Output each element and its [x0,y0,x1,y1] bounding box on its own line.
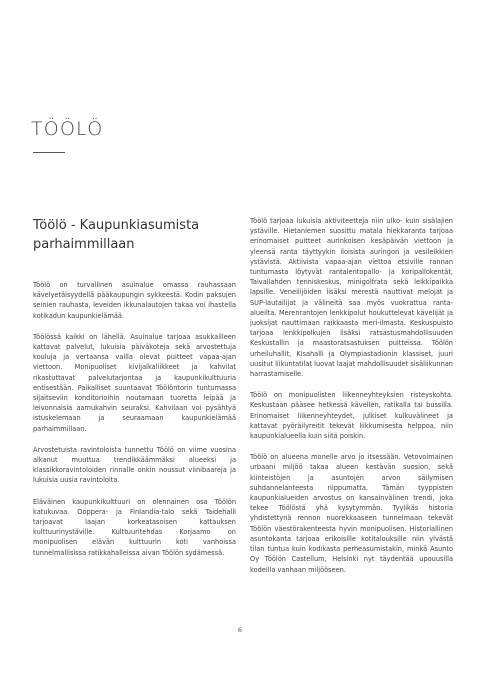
title-underline [33,152,65,153]
article-heading: Töölö - Kaupunkiasumista parhaimmillaan [33,218,200,252]
right-paragraph-2: Töölö on monipuolisten liikenneyhteyksien risteyskohta. Keskustaan pääsee hetkessä kävellen, ratikalla tai bussilla. Erinomaiset liikenneyhteydet, julkiset kulkuvälineet ja kattavat pyöräilyreitit tekevät liikkumisesta helppoa, niin kaupunkialueella kuin siitä poiskin. [250,391,453,441]
page-number: 6 [237,626,243,634]
left-paragraph-1: Töölö on turvallinen asuinalue omassa rauhassaan kävelyetäisyydellä pääkaupungin sykkeestä. Kodin paksujen seinien rauhasta, leveiden ikkunalautojen takaa voi ihastella kotikadun kaupunkielämää. [33,281,236,320]
right-paragraph-3: Töölö on alueena monelle arvo jo itsessään. Vetovoimainen urbaani miljöö takaa alueen kestävän suosion, sekä kiinteistöjen ja asuntojen arvon säilymisen suhdannelanteesta riippumatta. Tämän tyyppisten kaupunkialueiden arvostus on kansainvälinen trendi, joka tekee Töölöstä yhä kysytymmän. Tyylikäs historia yhdistettynä rennon nuorekkaaseen tunnelmaan tekevät Töölön väestörakenteesta hyvin monipuolisen. Historiallinen asuntokanta tarjoaa erikoisille kotitalouksille niin ylvästä tilan tuntua kuin kodikasta perheasumistakin, minkä Asunto Oy Töölön Castellum, Helsinki nyt täydentää upouusilla kodeilla vanhaan miljööseen. [250,453,453,574]
left-column [33,216,236,569]
section-title: TÖÖLÖ [31,118,104,140]
right-paragraph-1: Töölö tarjoaa lukuisia aktiviteetteja niin ulko- kuin sisälajien ystäville. Hietaniemen suosittu matala hiekkaranta tarjoaa erinomaiset puitteet aurinkoisen kesäpäivän viettoon ja yleensä ranta täyttyykin iloisista auringon ja vesileikkien ystävistä. Aktiivista vapaa-ajan viettoa etsiville rannan tuntumasta löytyvät rantalentopallo- ja koripallokentät, Taivallahden tenniskeskus, minigolfrata sekä leikkipaikka lapsille. Veneilijöiden lisäksi merestä nauttivat melojat ja SUP-lautailijat ja välineitä saa myös vuokrattua ranta-alueilta. Merenrantojen lenkkipolut houkuttelevat kävelijät ja juoksijat nauttimaan raikkaasta meri-ilmasta. Keskuspuisto tarjoaa lenkkipolkujen lisäksi ratsastusmahdollisuuden Keskustallin ja maastoratsastuksen puitteissa. Töölön urheiluhallit, Kisahalli ja Olympiastadionin klassiset, juuri uusitut liikuntatilat luovat laajat mahdollisuudet sisäliikunnan harrastamiselle. [250,217,453,379]
left-paragraph-4: Eläväinen kaupunkikulttuuri on olennainen osa Töölön katukuvaa. Ooppera- ja Finlandia-talo sekä Taidehalli tarjoavat laajan korkeatasoisen kattauksen kulttuurinystäville. Kulttuuritehdas Korjaamo on monipuolisen elävän kulttuurin koti vanhoissa tunnelmallisissa ratikkahalleissa aivan Töölön sydämessä. [33,497,236,557]
left-paragraph-3: Arvostetuista ravintoloista tunnettu Töölö on viime vuosina alkanut muuttua trendikkäämmäksi alueeksi ja klassikkoravintoloiden rinnalle onkin noussut viinibaareja ja lukuisia uusia ravintoloita. [33,445,236,485]
left-paragraph-2: Töölössä kaikki on lähellä. Asuinalue tarjoaa asukkailleen kattavat palvelut, lukuisia päiväkoteja sekä arvostettuja kouluja ja vertaansa vailla olevat puitteet vapaa-ajan viettoon. Monipuoliset kivijalkaliikkeet ja kahvilat rikastuttavat palvelutarjontaa ja kaupunkikulttuuria entisestään. Paikalliset suuntaavat Töölöntorin tuntumassa sijaitseviin konditorioihin noutamaan tuoretta leipää ja leivonnaisia aamukahvin seuraksi. Kahvilaan voi pysähtyä istuskelemaan ja seuraamaan kaupunkielämää parhaimmillaan. [33,332,236,433]
right-column [250,216,453,586]
